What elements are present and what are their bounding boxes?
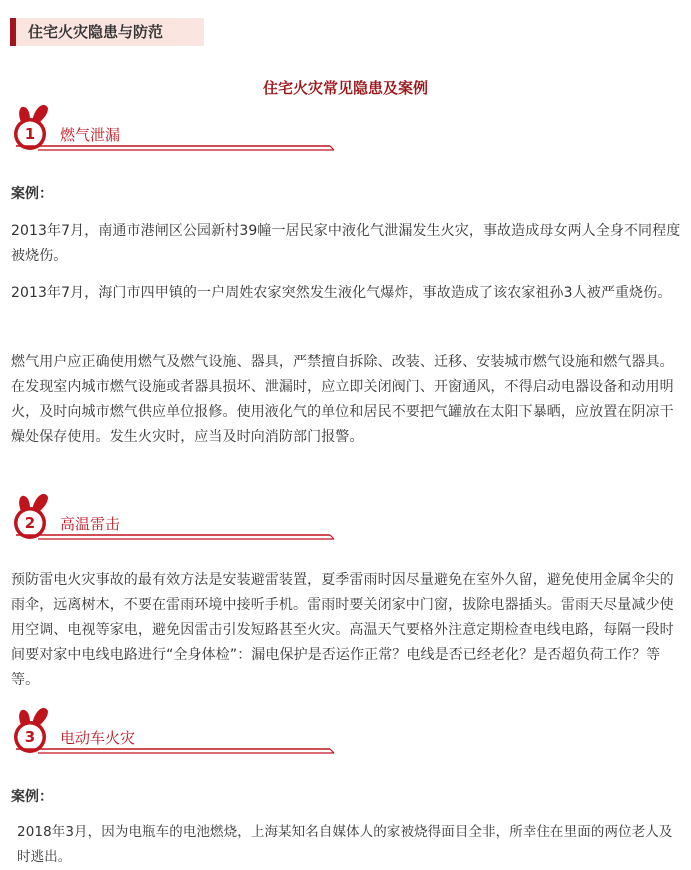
- header-accent-bar: [10, 18, 16, 46]
- case-label-1: 案例：: [11, 186, 53, 202]
- section-title-2: 高温雷击: [60, 515, 121, 533]
- section-number-1: 1: [24, 125, 36, 143]
- rabbit-badge-icon: [8, 489, 338, 541]
- advice-paragraph-2: 预防雷电火灾事故的最有效方法是安装避雷装置，夏季雷雨时因尽量避免在室外久留，避免使用金属伞尖的雨伞，远离树木，不要在雷雨环境中接听手机。雷雨时要关闭家中门窗，拔除电器插头。雷雨天尽量减少使用空调、电视等家电，避免因雷击引发短路甚至火灾。高温天气要格外注意定期检查电线电路，每隔一段时间要对家中电线电路进行“全身体检”：漏电保护是否运作正常？电线是否已经老化？是否超负荷工作？等等。: [11, 572, 674, 688]
- section-heading-1: [8, 100, 338, 150]
- rabbit-badge-icon: [8, 703, 338, 755]
- section-title-1: 燃气泄漏: [60, 126, 121, 144]
- section-number-2: 2: [24, 514, 36, 532]
- rabbit-badge-icon: [8, 100, 338, 152]
- case-paragraph-3a: 2018年3月，因为电瓶车的电池燃烧，上海某知名自媒体人的家被烧得面目全非，所幸住在里面的两位老人及时逃出。: [17, 824, 673, 865]
- page-title: 住宅火灾隐患与防范: [28, 23, 164, 41]
- section-title-3: 电动车火灾: [60, 729, 136, 747]
- section-heading-2: [8, 489, 338, 539]
- case-label-3: 案例：: [11, 789, 53, 805]
- section-heading-3: [8, 703, 338, 753]
- case-paragraph-1a: 2013年7月，南通市港闸区公园新村39幢一居民家中液化气泄漏发生火灾，事故造成母女两人全身不同程度被烧伤。: [11, 223, 681, 264]
- advice-paragraph-1: 燃气用户应正确使用燃气及燃气设施、器具，严禁擅自拆除、改装、迁移、安装城市燃气设施和燃气器具。在发现室内城市燃气设施或者器具损坏、泄漏时，应立即关闭阀门、开窗通风，不得启动电器设备和动用明火，及时向城市燃气供应单位报修。使用液化气的单位和居民不要把气罐放在太阳下暴晒，应放置在阴凉干燥处保存使用。发生火灾时，应当及时向消防部门报警。: [11, 354, 674, 445]
- case-paragraph-1b: 2013年7月，海门市四甲镇的一户周姓农家突然发生液化气爆炸，事故造成了该农家祖孙3人被严重烧伤。: [11, 285, 672, 301]
- article-subtitle: 住宅火灾常见隐患及案例: [262, 79, 428, 97]
- section-number-3: 3: [24, 728, 36, 746]
